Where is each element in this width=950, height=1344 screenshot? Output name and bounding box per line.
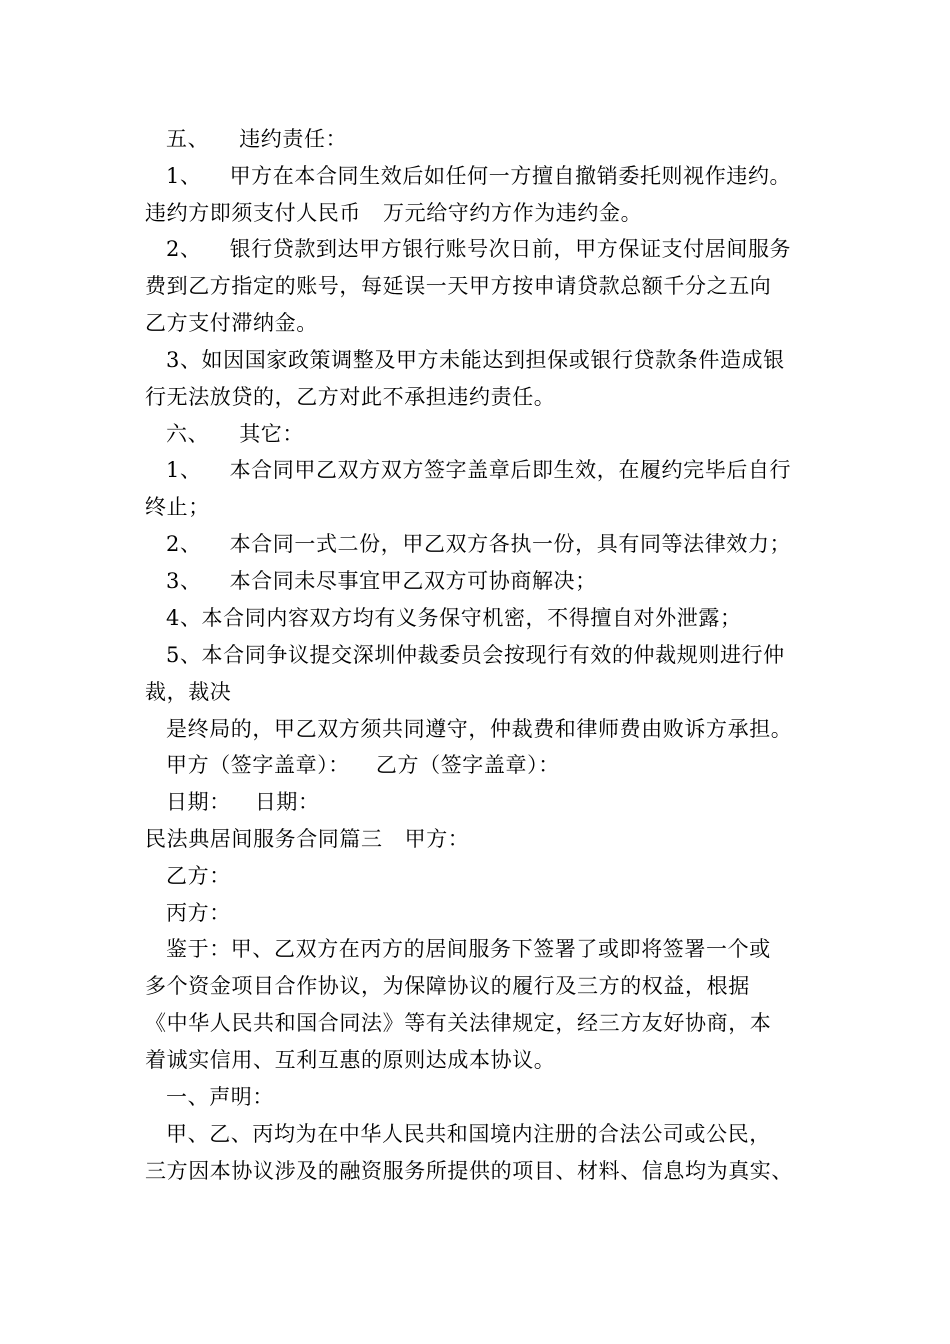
paragraph-line: 费到乙方指定的账号，每延误一天甲方按申请贷款总额千分之五向 (145, 274, 772, 298)
paragraph-line: 《中华人民共和国合同法》等有关法律规定，经三方友好协商，本 (145, 1011, 772, 1035)
line-text: 违约方即须支付人民币 (145, 201, 361, 225)
paragraph-line (166, 531, 791, 557)
paragraph-line: 甲、乙、丙均为在中华人民共和国境内注册的合法公司或公民， (166, 1122, 771, 1146)
section-title: 违约责任： (239, 127, 348, 151)
party-b-date-label: 日期： (254, 790, 320, 814)
paragraph-line (166, 163, 791, 189)
section-heading-6 (166, 421, 304, 447)
party-b-label: 乙方： (166, 864, 231, 888)
section-title: 其它： (239, 422, 305, 446)
paragraph-line: 多个资金项目合作协议，为保障协议的履行及三方的权益，根据 (145, 974, 750, 998)
paragraph-line: 5、本合同争议提交深圳仲裁委员会按现行有效的仲裁规则进行仲 (166, 643, 785, 667)
date-line (166, 789, 320, 815)
paragraph-line: 裁，裁决 (145, 680, 232, 704)
paragraph-line: 4、本合同内容双方均有义务保守机密，不得擅自对外泄露； (166, 606, 742, 630)
item-text: 本合同甲乙双方双方签字盖章后即生效，在履约完毕后自行 (229, 458, 792, 482)
party-a-label: 甲方： (404, 827, 470, 851)
item-number: 1、 (166, 164, 202, 188)
party-a-signature-label: 甲方（签字盖章）： (166, 753, 350, 777)
section-heading-1: 一、声明： (166, 1085, 274, 1109)
paragraph-line: 3、如因国家政策调整及甲方未能达到担保或银行贷款条件造成银 (166, 348, 785, 372)
paragraph-line (166, 236, 791, 262)
paragraph-line (166, 457, 791, 483)
signature-line (166, 752, 560, 778)
paragraph-line (145, 200, 642, 226)
section-number: 五、 (166, 127, 210, 151)
party-a-date-label: 日期： (166, 790, 231, 814)
paragraph-line: 鉴于：甲、乙双方在丙方的居间服务下签署了或即将签署一个或 (166, 937, 771, 961)
section-heading-5 (166, 126, 347, 152)
item-number: 3、 (166, 569, 202, 593)
paragraph-line: 三方因本协议涉及的融资服务所提供的项目、材料、信息均为真实、 (145, 1159, 793, 1183)
paragraph-line: 是终局的，甲乙双方须共同遵守，仲裁费和律师费由败诉方承担。 (166, 717, 793, 741)
item-number: 2、 (166, 237, 202, 261)
item-text: 银行贷款到达甲方银行账号次日前，甲方保证支付居间服务 (229, 237, 792, 261)
paragraph-line: 着诚实信用、互利互惠的原则达成本协议。 (145, 1048, 556, 1072)
party-c-label: 丙方： (166, 901, 231, 925)
paragraph-line: 终止； (145, 495, 210, 519)
paragraph-line (166, 568, 597, 594)
line-text: 万元给守约方作为违约金。 (383, 201, 643, 225)
item-text: 本合同未尽事宜甲乙双方可协商解决； (229, 569, 597, 593)
contract-heading (145, 826, 469, 852)
section-number: 六、 (166, 422, 210, 446)
item-number: 2、 (166, 532, 202, 556)
paragraph-line: 行无法放贷的，乙方对此不承担违约责任。 (145, 385, 556, 409)
contract-title: 民法典居间服务合同篇三 (145, 827, 383, 851)
item-number: 1、 (166, 458, 202, 482)
party-b-signature-label: 乙方（签字盖章）： (375, 753, 560, 777)
paragraph-line: 乙方支付滞纳金。 (145, 311, 318, 335)
item-text: 本合同一式二份，甲乙双方各执一份，具有同等法律效力； (229, 532, 792, 556)
item-text: 甲方在本合同生效后如任何一方擅自撤销委托则视作违约。 (229, 164, 792, 188)
